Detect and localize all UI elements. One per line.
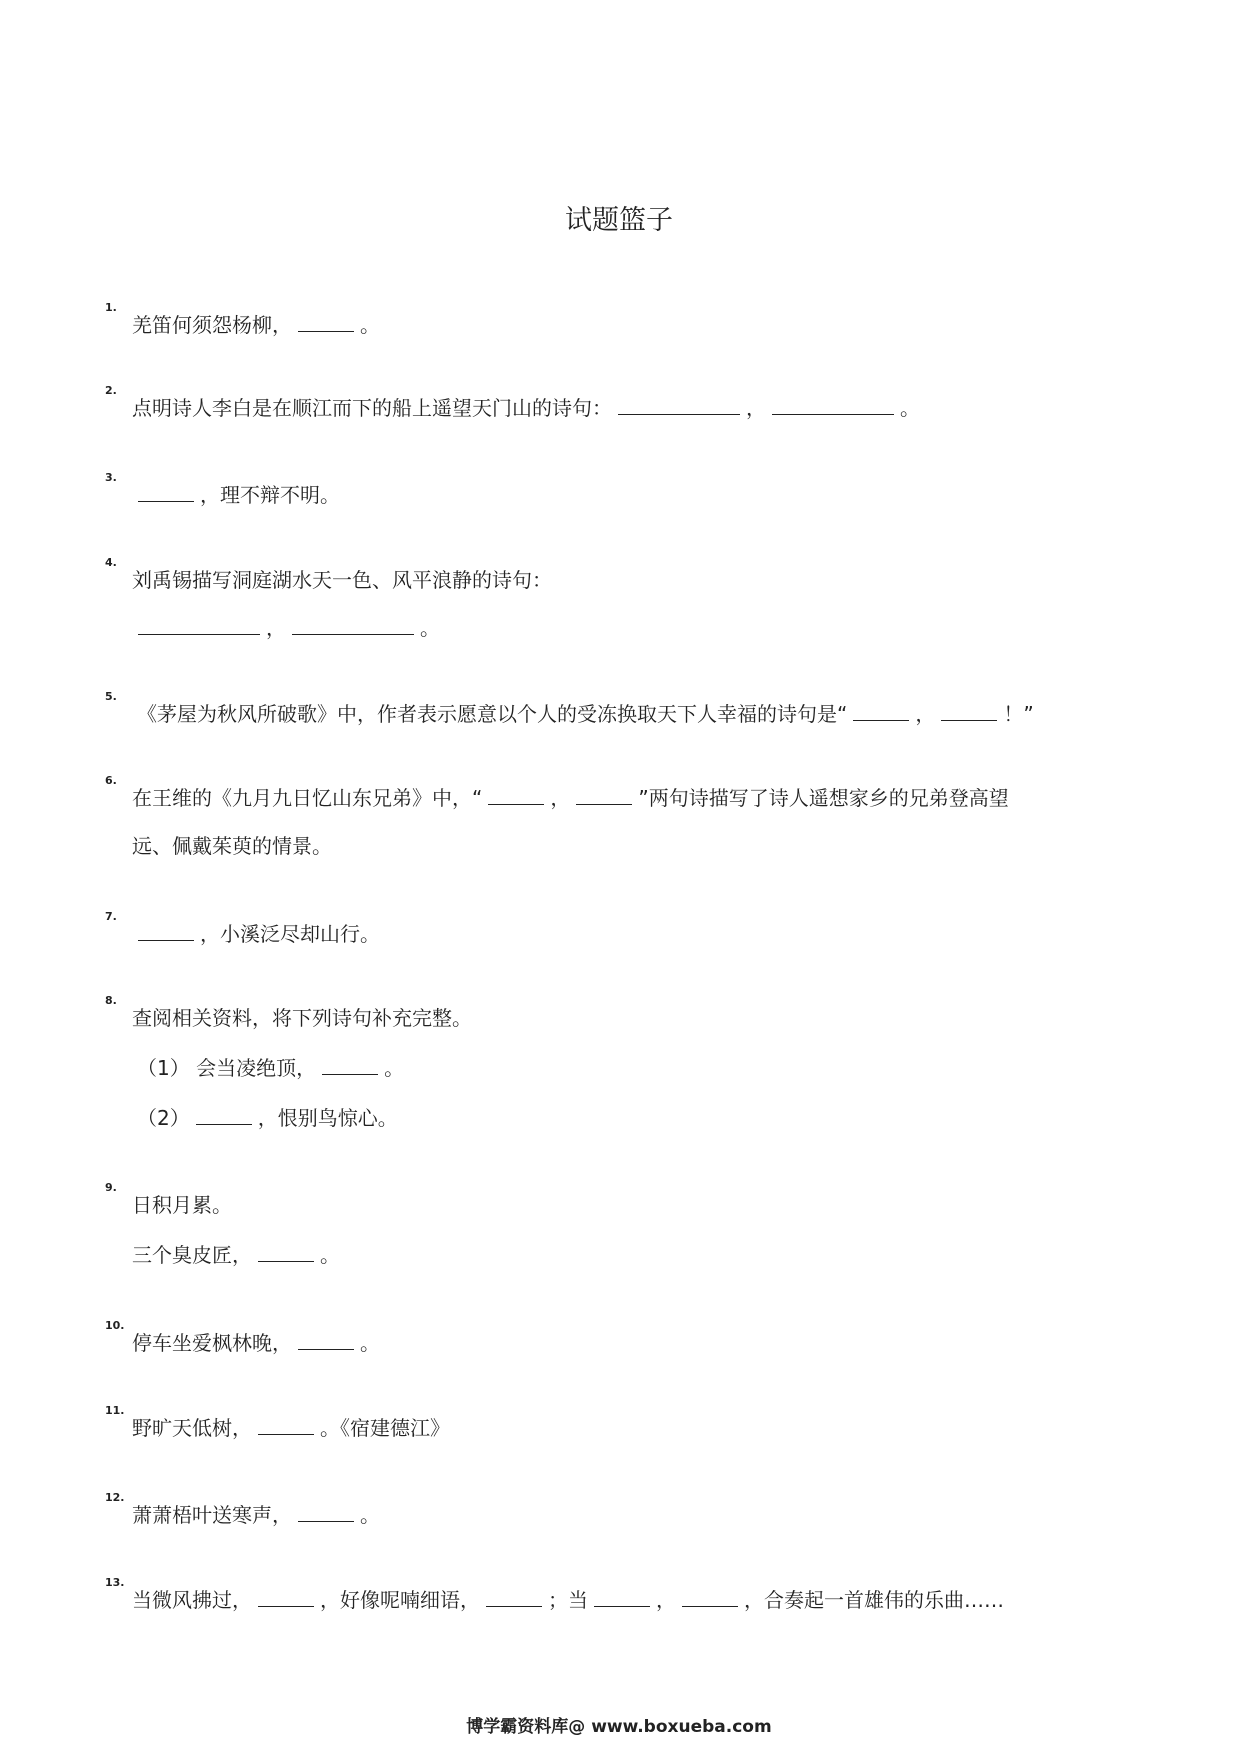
answer-blank[interactable] (258, 1420, 314, 1435)
question-number: 12. (105, 1491, 125, 1504)
answer-blank[interactable] (618, 400, 740, 415)
answer-blank[interactable] (138, 926, 194, 941)
question-text: 查阅相关资料，将下列诗句补充完整。 (132, 1006, 472, 1030)
answer-blank[interactable] (138, 620, 260, 635)
question-text: ！” (1003, 702, 1034, 726)
question-text: ， (915, 702, 936, 726)
question-number: 3. (105, 471, 117, 484)
question-text: 。 (360, 313, 380, 337)
page-title: 试题篮子 (565, 205, 673, 236)
question-text: 三个臭皮匠， (132, 1243, 252, 1267)
answer-blank[interactable] (298, 317, 354, 332)
question-number: 6. (105, 774, 117, 787)
question-number: 7. (105, 910, 117, 923)
answer-blank[interactable] (772, 400, 894, 415)
question-text: ，合奏起一首雄伟的乐曲…… (744, 1588, 1004, 1612)
question-text: ，小溪泛尽却山行。 (200, 922, 380, 946)
question-number: 13. (105, 1576, 125, 1589)
answer-blank[interactable] (682, 1592, 738, 1607)
question-text: 远、佩戴茱萸的情景。 (132, 834, 332, 858)
answer-blank[interactable] (488, 790, 544, 805)
question-number: 2. (105, 384, 117, 397)
answer-blank[interactable] (138, 487, 194, 502)
question-text: ， (266, 616, 286, 640)
answer-blank[interactable] (258, 1247, 314, 1262)
question-text: ， (746, 396, 766, 420)
question-text: 。 (360, 1503, 380, 1527)
question-text: 《茅屋为秋风所破歌》中，作者表示愿意以个人的受冻换取天下人幸福的诗句是“ (137, 702, 848, 726)
answer-blank[interactable] (298, 1507, 354, 1522)
question-text: ，理不辩不明。 (200, 483, 340, 507)
question-text: 点明诗人李白是在顺江而下的船上遥望天门山的诗句： (132, 396, 612, 420)
question-text: ，恨别鸟惊心。 (257, 1106, 398, 1130)
question-text: 。 (420, 616, 440, 640)
answer-blank[interactable] (941, 706, 997, 721)
question-text: 。 (384, 1056, 405, 1080)
question-text: 。 (900, 396, 920, 420)
answer-blank[interactable] (853, 706, 909, 721)
answer-blank[interactable] (576, 790, 632, 805)
question-text: 野旷天低树， (132, 1416, 252, 1440)
question-text: 萧萧梧叶送寒声， (132, 1503, 292, 1527)
question-text: ；当 (548, 1588, 588, 1612)
question-text: （1） 会当凌绝顶， (137, 1056, 317, 1080)
footer-watermark: 博学霸资料库@ www.boxueba.com (466, 1717, 772, 1737)
answer-blank[interactable] (486, 1592, 542, 1607)
question-text: 当微风拂过， (132, 1588, 252, 1612)
question-text: 刘禹锡描写洞庭湖水天一色、风平浪静的诗句： (132, 568, 552, 592)
question-number: 5. (105, 690, 117, 703)
question-number: 8. (105, 994, 117, 1007)
answer-blank[interactable] (292, 620, 414, 635)
question-number: 10. (105, 1319, 125, 1332)
question-text: 。 (320, 1243, 340, 1267)
question-text: 在王维的《九月九日忆山东兄弟》中，“ (132, 786, 483, 810)
answer-blank[interactable] (594, 1592, 650, 1607)
answer-blank[interactable] (322, 1060, 378, 1075)
answer-blank[interactable] (298, 1335, 354, 1350)
question-text: 。《宿建德江》 (320, 1416, 450, 1440)
question-text: 日积月累。 (132, 1193, 232, 1217)
question-text: 停车坐爱枫林晚， (132, 1331, 292, 1355)
question-text: ， (656, 1588, 676, 1612)
answer-blank[interactable] (196, 1110, 252, 1125)
question-number: 11. (105, 1404, 125, 1417)
question-number: 9. (105, 1181, 117, 1194)
question-text: ”两句诗描写了诗人遥想家乡的兄弟登高望 (638, 786, 1009, 810)
question-text: （2） (137, 1106, 190, 1130)
question-text: ， (550, 786, 571, 810)
answer-blank[interactable] (258, 1592, 314, 1607)
question-text: ，好像呢喃细语， (320, 1588, 480, 1612)
question-number: 1. (105, 301, 117, 314)
question-text: 。 (360, 1331, 380, 1355)
question-number: 4. (105, 556, 117, 569)
question-text: 羌笛何须怨杨柳， (132, 313, 292, 337)
